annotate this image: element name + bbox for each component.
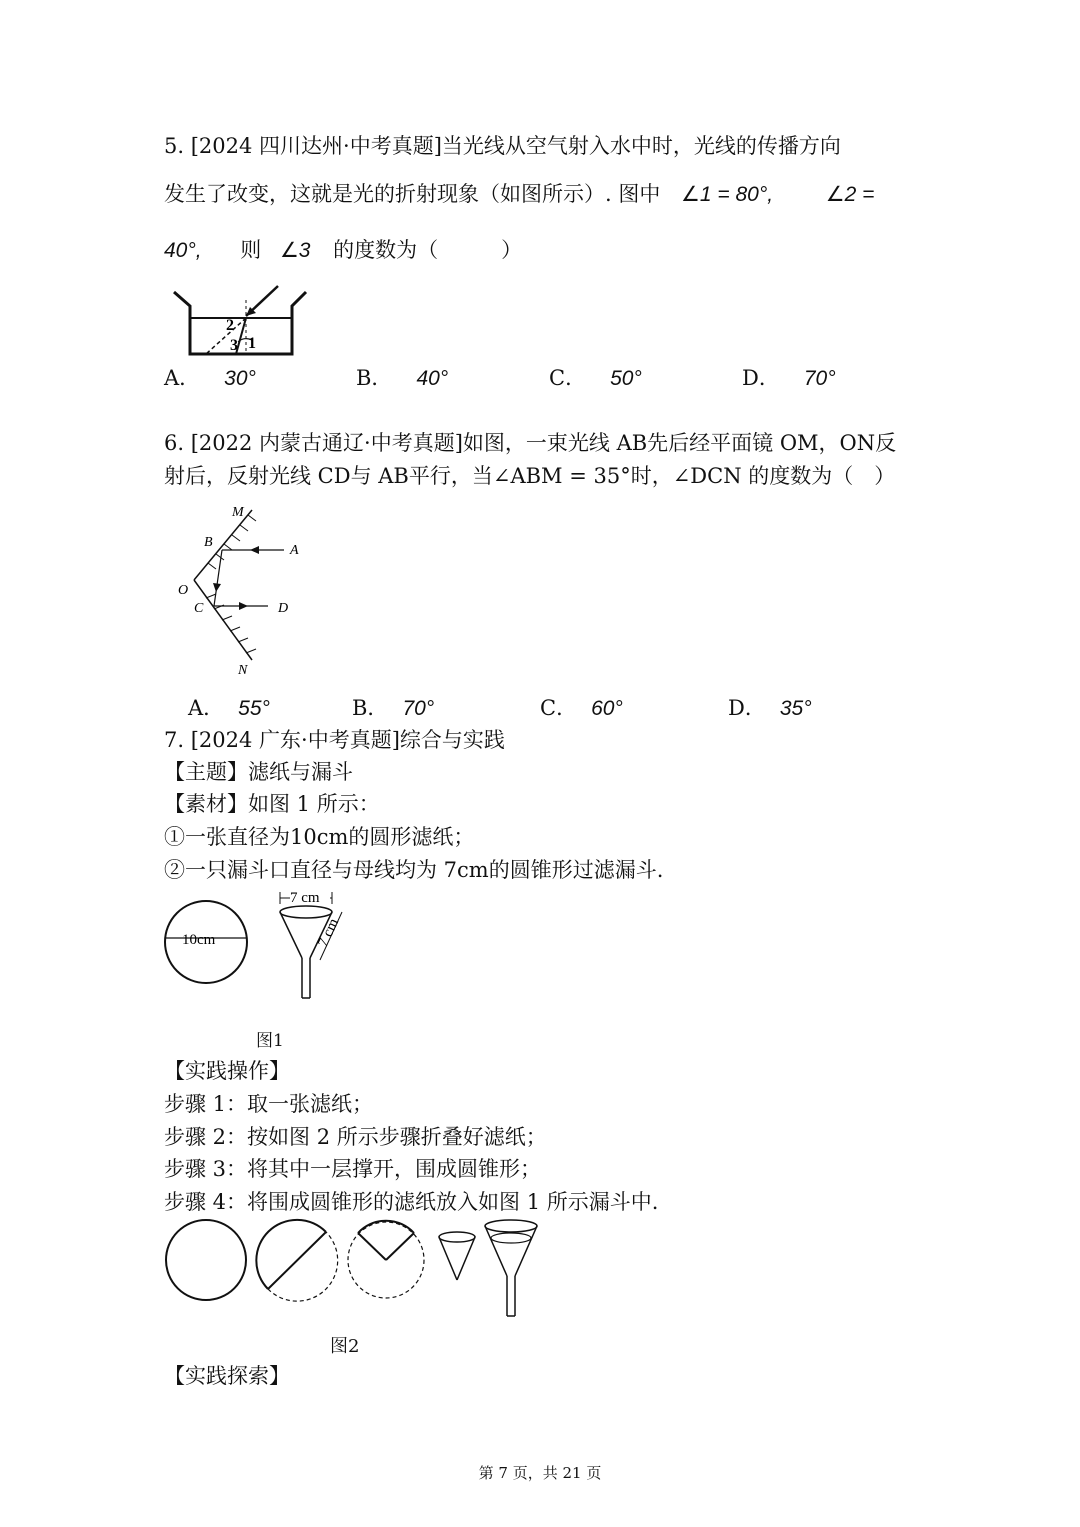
- q5-line-1: 5. [2024 四川达州·中考真题]当光线从空气射入水中时，光线的传播方向: [164, 134, 841, 158]
- q5-option-d[interactable]: [742, 364, 836, 393]
- q5-label-2: 2: [226, 317, 234, 334]
- option-label: A．: [164, 366, 201, 390]
- q5-label-1: 1: [248, 335, 256, 352]
- funnel-diameter-label: 7 cm: [290, 890, 320, 906]
- q7-item-1: ①一张直径为10cm的圆形滤纸；: [164, 825, 475, 849]
- q5-angle-2: ∠2 =: [825, 183, 875, 206]
- q5-angle-1: ∠1 = 80°,: [681, 183, 774, 206]
- q7-step-4: 步骤 4：将围成圆锥形的滤纸放入如图 1 所示漏斗中.: [164, 1190, 659, 1214]
- q6-label-a: A: [290, 543, 299, 558]
- q7-explore-heading: 【实践探索】: [164, 1364, 290, 1388]
- q5-option-b[interactable]: [356, 364, 448, 393]
- q6-option-b[interactable]: [352, 694, 434, 723]
- option-value: 50°: [610, 367, 642, 390]
- q5-refraction-figure: [160, 280, 320, 364]
- q5-option-c[interactable]: [549, 364, 642, 393]
- q5-option-a[interactable]: [164, 364, 256, 393]
- option-label: D．: [728, 696, 766, 720]
- option-label: A．: [188, 696, 225, 720]
- filter-paper-diameter-label: 10cm: [182, 932, 216, 948]
- q6-label-d: D: [278, 601, 289, 616]
- q6-label-b: B: [204, 535, 213, 550]
- q7-figure-2: [160, 1212, 550, 1322]
- q5-line-3-text-1: 则: [240, 238, 262, 262]
- q5-line-3: [164, 236, 522, 265]
- q6-option-a[interactable]: [188, 694, 270, 723]
- q7-figure-1: [160, 884, 370, 1004]
- option-value: 30°: [224, 367, 256, 390]
- q7-material: 【素材】如图 1 所示：: [164, 792, 380, 816]
- option-label: C．: [540, 696, 578, 720]
- page-footer: 第 7 页，共 21 页: [478, 1464, 602, 1482]
- q7-step-1: 步骤 1：取一张滤纸；: [164, 1092, 374, 1116]
- q5-line-2-text: 发生了改变，这就是光的折射现象（如图所示）. 图中: [164, 182, 661, 206]
- q6-line-2: 射后，反射光线 CD与 AB平行，当∠ABM = 35°时，∠DCN 的度数为（ ）: [164, 464, 896, 488]
- option-value: 60°: [591, 697, 623, 720]
- option-value: 55°: [238, 697, 270, 720]
- option-value: 35°: [779, 697, 812, 720]
- q6-option-d[interactable]: [728, 694, 812, 723]
- q6-line-1: 6. [2022 内蒙古通辽·中考真题]如图，一束光线 AB先后经平面镜 OM，ON反: [164, 431, 897, 455]
- figure-1-caption: 图1: [256, 1031, 284, 1051]
- q7-practice-heading: 【实践操作】: [164, 1059, 290, 1083]
- figure-2-caption: 图2: [330, 1336, 360, 1357]
- q7-title: 7. [2024 广东·中考真题]综合与实践: [164, 728, 505, 752]
- option-value: 40°: [416, 367, 449, 390]
- q5-label-3: 3: [230, 337, 238, 354]
- q6-label-n: N: [238, 663, 248, 678]
- option-label: B．: [352, 696, 389, 720]
- q6-label-c: C: [194, 601, 204, 616]
- q5-line-3-text-2: 的度数为（ ）: [333, 238, 523, 262]
- option-value: 70°: [803, 367, 836, 390]
- option-value: 70°: [402, 697, 435, 720]
- funnel-slant-label: 7 cm: [315, 916, 343, 950]
- q5-angle-2-value: 40°,: [164, 239, 202, 262]
- q7-step-3: 步骤 3：将其中一层撑开，围成圆锥形；: [164, 1157, 542, 1181]
- q6-mirror-figure: [170, 500, 310, 680]
- q6-option-c[interactable]: [540, 694, 623, 723]
- q5-line-2: [164, 180, 874, 209]
- option-label: D．: [742, 366, 780, 390]
- option-label: B．: [356, 366, 393, 390]
- q6-label-o: O: [178, 583, 189, 598]
- q6-label-m: M: [232, 505, 244, 520]
- q5-angle-3: ∠3: [279, 239, 311, 262]
- q7-theme: 【主题】滤纸与漏斗: [164, 760, 353, 784]
- q7-step-2: 步骤 2：按如图 2 所示步骤折叠好滤纸；: [164, 1125, 547, 1149]
- option-label: C．: [549, 366, 587, 390]
- q7-item-2: ②一只漏斗口直径与母线均为 7cm的圆锥形过滤漏斗.: [164, 858, 664, 882]
